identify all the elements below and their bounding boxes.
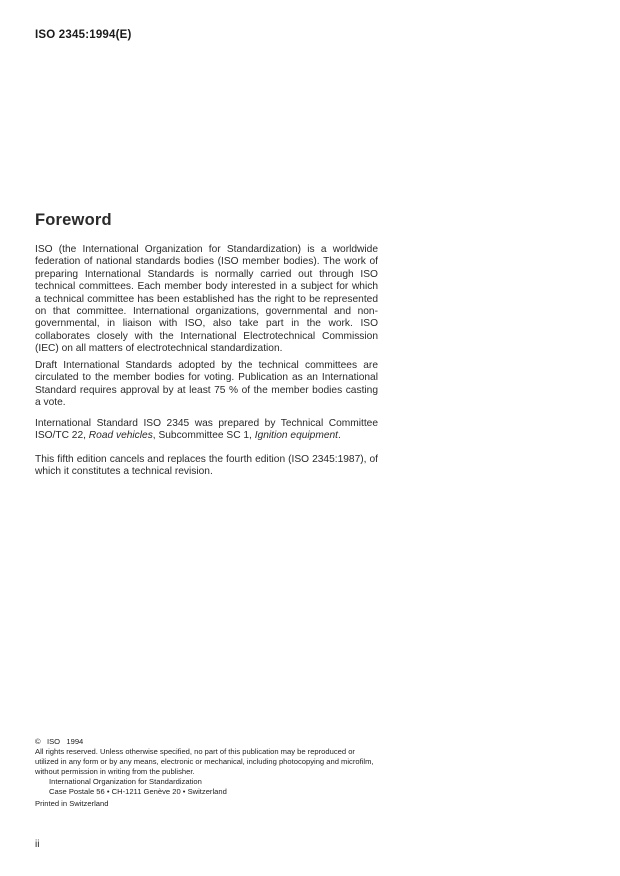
p3-prefix: International Standard ISO 2345 was prepared by Technical Committee ISO/TC 22, [35, 418, 378, 442]
publisher-postal-address: Case Postale 56 • CH-1211 Genève 20 • Switzerland [49, 786, 227, 796]
foreword-paragraph-1: ISO (the International Organization for Standardization) is a worldwide federation of national standards bodies (ISO member bodies). The work of preparing International Standards is normally carried out through ISO technical committees. Each member body interested in a subject for which a technical committee has been established has the right to be represented on that committee. International organizations, governmental and non-governmental, in liaison with ISO, also take part in the work. ISO collaborates closely with the International Electrotechnical Commission (IEC) on all matters of electrotechnical standardization. [35, 244, 378, 355]
copyright-org: ISO [46, 737, 61, 746]
document-id: ISO 2345:1994(E) [35, 29, 132, 41]
copyright-line [35, 737, 380, 747]
committee-title: Road vehicles [88, 430, 153, 442]
foreword-paragraph-4: This fifth edition cancels and replaces the fourth edition (ISO 2345:1987), of which it constitutes a technical revision. [35, 454, 378, 478]
printed-in: Printed in Switzerland [35, 799, 109, 808]
publisher-name: International Organization for Standardization [49, 777, 202, 786]
p3-suffix: . [338, 430, 341, 442]
page-number: ii [35, 839, 40, 850]
rights-statement: All rights reserved. Unless otherwise specified, no part of this publication may be reproduced or utilized in any form or by any means, electronic or mechanical, including photocopying and microfilm, without permission in writing from the publisher. [35, 747, 374, 776]
subcommittee-title: Ignition equipment [254, 430, 338, 442]
foreword-heading: Foreword [35, 211, 112, 229]
copyright-symbol: © [35, 737, 41, 746]
foreword-paragraph-2: Draft International Standards adopted by the technical committees are circulated to the member bodies for voting. Publication as an International Standard requires approval by at least 75 % of the member bodies casting a vote. [35, 360, 378, 409]
foreword-paragraph-3 [35, 418, 378, 443]
publisher-address [49, 777, 394, 797]
p3-middle: , Subcommittee SC 1, [152, 430, 252, 442]
copyright-year: 1994 [66, 737, 84, 746]
